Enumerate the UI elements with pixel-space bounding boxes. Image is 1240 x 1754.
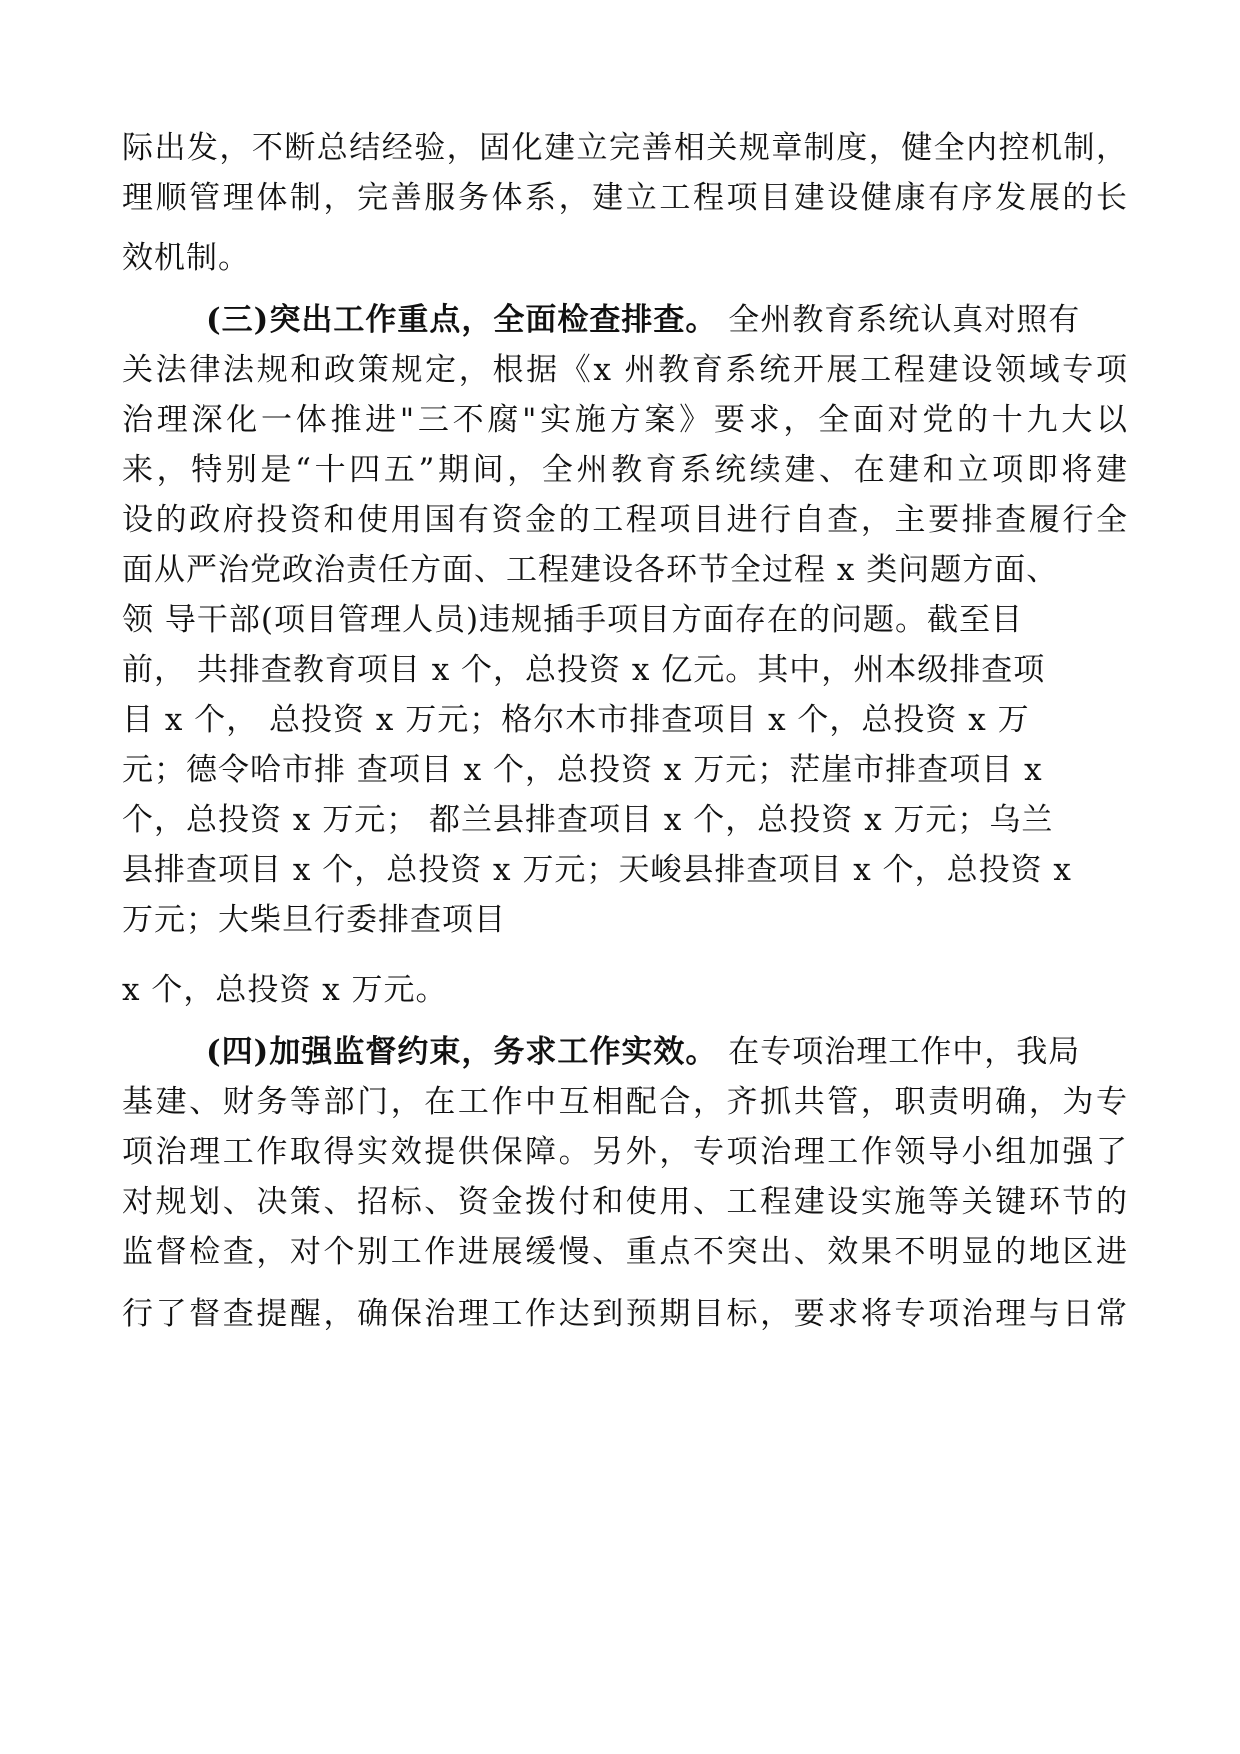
section-3-first-line	[206, 300, 1128, 340]
paragraph-line: 效机制。	[122, 240, 250, 276]
paragraph-line: 际出发，不断总结经验，固化建立完善相关规章制度，健全内控机制，	[122, 130, 1128, 166]
section-4-first-line	[206, 1032, 1128, 1072]
paragraph-line: 前， 共排查教育项目 x 个，总投资 x 亿元。其中，州本级排查项	[122, 652, 1046, 688]
section-4-text: 在专项治理工作中，我局	[717, 1034, 1081, 1070]
paragraph-line: 对规划、决策、招标、资金拨付和使用、工程建设实施等关键环节的	[122, 1184, 1128, 1220]
paragraph-line: 元；德令哈市排 查项目 x 个，总投资 x 万元；茫崖市排查项目 x	[122, 752, 1043, 788]
section-4-heading: (四)加强监督约束，务求工作实效。	[206, 1034, 718, 1070]
paragraph-line: 个，总投资 x 万元； 都兰县排查项目 x 个，总投资 x 万元；乌兰	[122, 802, 1054, 838]
paragraph-line: 关法律法规和政策规定，根据《x 州教育系统开展工程建设领域专项	[122, 352, 1128, 388]
paragraph-line: 面从严治党政治责任方面、工程建设各环节全过程 x 类问题方面、	[122, 552, 1059, 588]
section-3-heading: (三)突出工作重点，全面检查排查。	[206, 302, 718, 338]
paragraph-line: 来，特别是“十四五”期间，全州教育系统续建、在建和立项即将建	[122, 452, 1128, 488]
paragraph-line: 监督检查，对个别工作进展缓慢、重点不突出、效果不明显的地区进	[122, 1234, 1128, 1270]
paragraph-line: 县排查项目 x 个，总投资 x 万元；天峻县排查项目 x 个，总投资 x	[122, 852, 1072, 888]
paragraph-line: x 个，总投资 x 万元。	[122, 972, 448, 1008]
paragraph-line: 领 导干部(项目管理人员)违规插手项目方面存在的问题。截至目	[122, 602, 1024, 638]
paragraph-line: 目 x 个， 总投资 x 万元；格尔木市排查项目 x 个，总投资 x 万	[122, 702, 1030, 738]
paragraph-line: 治理深化一体推进"三不腐"实施方案》要求，全面对党的十九大以	[122, 402, 1128, 438]
paragraph-line: 项治理工作取得实效提供保障。另外，专项治理工作领导小组加强了	[122, 1134, 1128, 1170]
paragraph-line: 设的政府投资和使用国有资金的工程项目进行自查，主要排查履行全	[122, 502, 1128, 538]
paragraph-line: 行了督查提醒，确保治理工作达到预期目标，要求将专项治理与日常	[122, 1296, 1128, 1332]
paragraph-line: 理顺管理体制，完善服务体系，建立工程项目建设健康有序发展的长	[122, 180, 1128, 216]
section-3-text: 全州教育系统认真对照有	[717, 302, 1081, 338]
paragraph-line: 万元；大柴旦行委排查项目	[122, 902, 506, 938]
paragraph-line: 基建、财务等部门，在工作中互相配合，齐抓共管，职责明确，为专	[122, 1084, 1128, 1120]
